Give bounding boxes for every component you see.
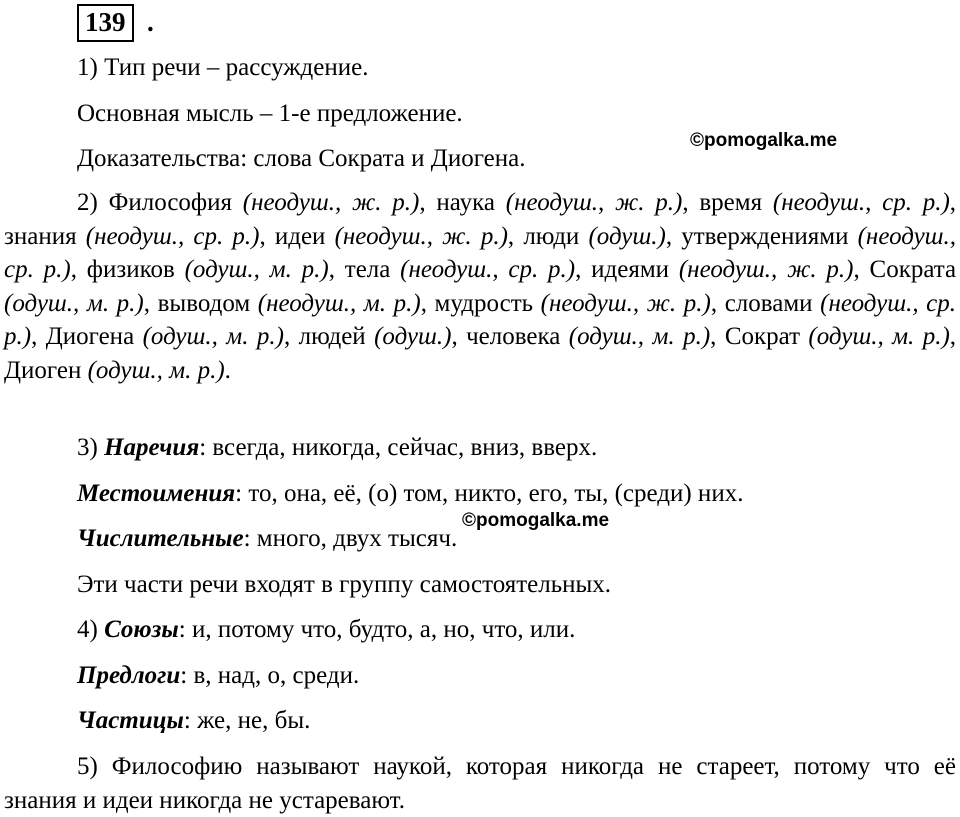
noun-separator: , <box>143 289 150 317</box>
task3-pronouns-line <box>77 478 743 510</box>
particles-list: : же, не, бы. <box>183 707 311 734</box>
noun-separator: , <box>420 289 427 317</box>
task1-main-idea-line: Основная мысль – 1-е предложение. <box>77 100 463 127</box>
noun-grammar-note: (одуш., м. р.) <box>4 289 144 317</box>
noun-separator: , <box>283 323 291 351</box>
task4-conjunctions-line <box>77 614 575 646</box>
noun-word: наука <box>436 189 495 216</box>
noun-grammar-note: (неодуш., ж. р.) <box>505 189 683 216</box>
noun-grammar-note: (неодуш., м. р.) <box>257 289 421 317</box>
task4-particles-line <box>77 705 310 737</box>
noun-separator: , <box>259 222 266 250</box>
noun-grammar-note: (одуш., м. р.) <box>87 356 225 384</box>
watermark-top: ©pomogalka.me <box>690 130 838 151</box>
noun-separator: , <box>451 323 458 351</box>
noun-word: Диогена <box>45 323 135 351</box>
numerals-label: Числительные <box>77 525 244 552</box>
adverbs-label: Наречия <box>104 434 200 461</box>
task4-prefix: 4) <box>77 616 98 643</box>
noun-separator: , <box>665 222 673 250</box>
noun-word: люди <box>523 222 580 250</box>
noun-separator: , <box>710 289 718 317</box>
noun-word: человека <box>466 323 561 351</box>
exercise-number: 139 <box>77 4 134 42</box>
task2-paragraph <box>4 186 956 388</box>
task1-type-line: 1) Тип речи – рассуждение. <box>77 54 369 81</box>
noun-entry <box>345 256 582 283</box>
noun-grammar-note: (неодуш., ж. р.) <box>334 222 508 250</box>
noun-grammar-note: (неодуш., ср. р.) <box>4 289 957 351</box>
noun-word: 2) Философия <box>77 189 232 216</box>
noun-grammar-note: (одуш., м. р.) <box>568 323 711 351</box>
task3-adverbs-line <box>77 432 597 464</box>
noun-entry <box>77 189 426 216</box>
noun-separator: , <box>419 189 426 216</box>
noun-entry <box>158 290 427 317</box>
adverbs-list: : всегда, никогда, сейчас, вниз, вверх. <box>199 434 598 461</box>
noun-grammar-note: (неодуш., ср. р.) <box>400 256 576 284</box>
noun-word: время <box>699 189 763 216</box>
noun-word: тела <box>344 256 391 284</box>
noun-grammar-note: (одуш.) <box>588 222 666 250</box>
exercise-number-dot: . <box>147 7 154 37</box>
noun-separator: , <box>949 323 957 351</box>
noun-word: людей <box>298 323 366 351</box>
noun-entry <box>523 223 672 250</box>
noun-separator: , <box>31 323 38 351</box>
noun-word: словами <box>724 289 813 317</box>
task3-conclusion-line: Эти части речи входят в группу самостоятельных. <box>77 571 612 598</box>
prepositions-list: : в, над, о, среди. <box>180 662 360 689</box>
particles-label: Частицы <box>77 707 184 734</box>
task5-paragraph: 5) Философию называют наукой, которая никогда не стареет, потому что её знания и идеи никогда не устаревают. <box>4 753 956 814</box>
noun-word: выводом <box>157 289 251 317</box>
noun-grammar-note: (одуш., м. р.) <box>808 323 950 351</box>
numerals-list: : много, двух тысяч. <box>243 525 458 552</box>
noun-word: Сократ <box>724 323 801 351</box>
noun-grammar-note: (неодуш., ср. р.) <box>4 222 957 284</box>
noun-separator: , <box>328 256 335 284</box>
noun-separator: , <box>853 256 860 284</box>
noun-grammar-note: (одуш.) <box>374 323 452 351</box>
noun-entry <box>466 323 716 350</box>
prepositions-label: Предлоги <box>77 662 181 689</box>
noun-entry <box>699 189 956 216</box>
noun-grammar-note: (неодуш., ж. р.) <box>678 256 854 284</box>
noun-grammar-note: (неодуш., ср. р.) <box>85 222 260 250</box>
noun-grammar-note: (неодуш., ж. р.) <box>540 289 711 317</box>
watermark-middle: ©pomogalka.me <box>462 510 610 531</box>
noun-entry <box>436 189 688 216</box>
noun-word: знания <box>4 222 77 250</box>
task4-prepositions-line <box>77 660 359 692</box>
noun-entry <box>87 256 335 283</box>
noun-separator: , <box>575 256 582 284</box>
pronouns-label: Местоимения <box>77 480 236 507</box>
noun-entry <box>435 290 718 317</box>
noun-entry <box>4 357 231 384</box>
noun-entry <box>299 323 458 350</box>
conjunctions-list: : и, потому что, будто, а, но, что, или. <box>178 616 576 643</box>
task3-prefix: 3) <box>77 434 98 461</box>
noun-grammar-note: (одуш., м. р.) <box>142 323 284 351</box>
noun-separator: , <box>710 323 717 351</box>
task1-evidence-line: Доказательства: слова Сократа и Диогена. <box>77 145 526 172</box>
noun-grammar-note: (одуш., м. р.) <box>184 256 329 284</box>
noun-entry <box>591 256 860 283</box>
noun-separator: , <box>70 256 77 284</box>
noun-separator: , <box>949 189 957 216</box>
noun-grammar-note: (неодуш., ср. р.) <box>772 189 950 216</box>
conjunctions-label: Союзы <box>104 616 179 643</box>
noun-word: Сократа <box>869 256 957 284</box>
noun-word: идеями <box>591 256 670 284</box>
noun-separator: , <box>507 222 515 250</box>
noun-word: мудрость <box>434 289 534 317</box>
task3-numerals-line <box>77 523 457 555</box>
noun-entry <box>46 323 290 350</box>
noun-separator: , <box>682 189 689 216</box>
noun-entry <box>725 323 956 350</box>
noun-entry <box>275 223 514 250</box>
noun-grammar-note: (неодуш., ж. р.) <box>242 189 420 216</box>
noun-separator: . <box>224 356 231 384</box>
noun-entry <box>4 223 266 250</box>
noun-word: утверждениями <box>681 222 849 250</box>
noun-word: Диоген <box>4 356 82 384</box>
noun-word: идеи <box>274 222 326 250</box>
pronouns-list: : то, она, её, (о) том, никто, его, ты, (среди) них. <box>235 480 744 507</box>
noun-word: физиков <box>86 256 175 284</box>
